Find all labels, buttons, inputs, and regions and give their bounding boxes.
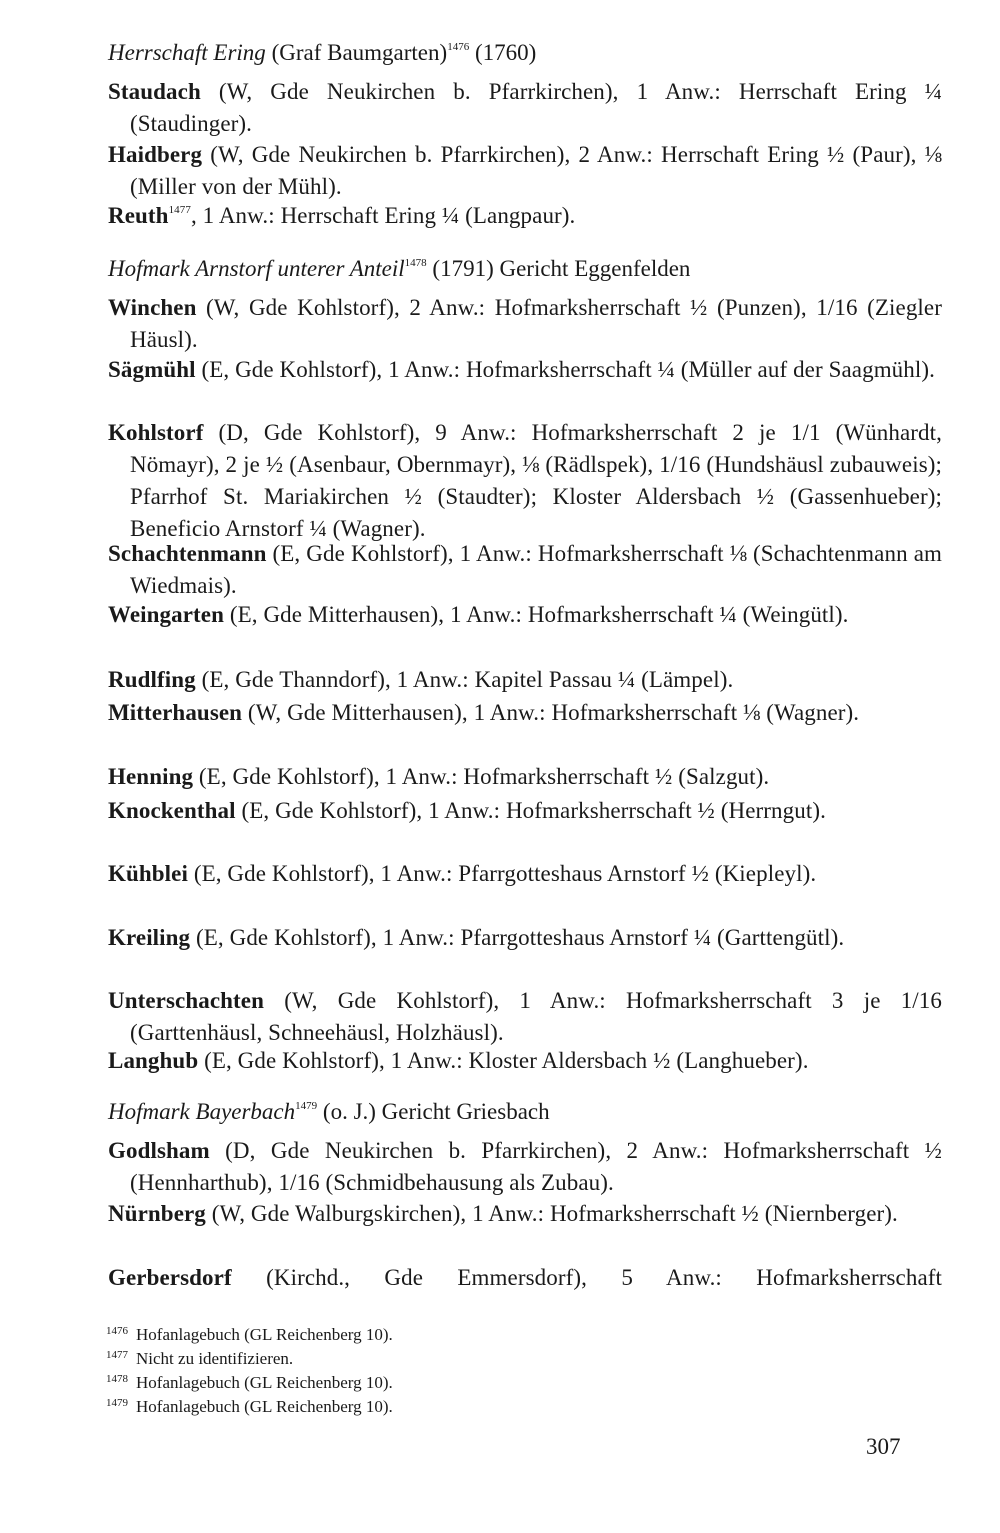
entry-haidberg <box>108 139 942 203</box>
place-name: Knockenthal <box>108 798 236 823</box>
entry-staudach <box>108 76 942 140</box>
entry-mitterhausen <box>108 697 942 729</box>
entry-reuth <box>108 200 942 232</box>
entry-text: (E, Gde Kohlstorf), 1 Anw.: Pfarrgotteshaus Arnstorf ¼ (Garttengütl). <box>190 925 845 950</box>
section-year: (1791) Gericht Eggenfelden <box>432 256 691 281</box>
footnote-ref: 1477 <box>168 204 191 216</box>
place-name: Nürnberg <box>108 1201 206 1226</box>
footnote-1477 <box>106 1345 706 1369</box>
entry-text: (E, Gde Kohlstorf), 1 Anw.: Hofmarksherrschaft ⅛ (Schachtenmann am Wiedmais). <box>130 541 942 598</box>
place-name: Unterschachten <box>108 988 264 1013</box>
entry-saegmuehl <box>108 354 942 386</box>
entry-godlsham <box>108 1135 942 1199</box>
entry-text: (E, Gde Mitterhausen), 1 Anw.: Hofmarksherrschaft ¼ (Weingütl). <box>224 602 849 627</box>
entry-unterschachten <box>108 985 942 1049</box>
section-heading-hofmark-arnstorf <box>108 254 928 284</box>
place-name: Weingarten <box>108 602 224 627</box>
entry-kohlstorf <box>108 417 942 545</box>
footnote-ref: 1476 <box>447 41 470 53</box>
section-title: Hofmark Bayerbach <box>108 1099 296 1124</box>
footnote-number: 1479 <box>106 1397 128 1409</box>
place-name: Sägmühl <box>108 357 196 382</box>
entry-text: (W, Gde Neukirchen b. Pfarrkirchen), 1 Anw.: Herrschaft Ering ¼ (Staudinger). <box>130 79 942 136</box>
entry-text: (E, Gde Kohlstorf), 1 Anw.: Kloster Aldersbach ½ (Langhueber). <box>198 1048 809 1073</box>
place-name: Haidberg <box>108 142 203 167</box>
entry-text: (W, Gde Kohlstorf), 1 Anw.: Hofmarksherrschaft 3 je 1/16 (Garttenhäusl, Schneehäusl, Holzhäusl). <box>130 988 942 1045</box>
entry-henning <box>108 761 942 793</box>
entry-nuernberg <box>108 1198 942 1230</box>
entry-text: (E, Gde Kohlstorf), 1 Anw.: Hofmarksherrschaft ¼ (Müller auf der Saagmühl). <box>195 357 935 382</box>
footnote-1478 <box>106 1369 706 1393</box>
place-name: Winchen <box>108 295 197 320</box>
place-name: Schachtenmann <box>108 541 267 566</box>
entry-text: (D, Gde Neukirchen b. Pfarrkirchen), 2 Anw.: Hofmarksherrschaft ½ (Hennharthub), 1/16 (Schmidbehausung als Zubau). <box>130 1138 942 1195</box>
entry-rudlfing <box>108 664 942 696</box>
footnote-ref: 1479 <box>295 1100 318 1112</box>
place-name: Mitterhausen <box>108 700 243 725</box>
footnote-ref: 1478 <box>404 257 427 269</box>
entry-langhub <box>108 1045 942 1077</box>
entry-winchen <box>108 292 942 356</box>
entry-text: (W, Gde Walburgskirchen), 1 Anw.: Hofmarksherrschaft ½ (Niernberger). <box>205 1201 898 1226</box>
entry-kreiling <box>108 922 942 954</box>
entry-text: (E, Gde Kohlstorf), 1 Anw.: Hofmarksherrschaft ½ (Salzgut). <box>193 764 770 789</box>
place-name: Godlsham <box>108 1138 210 1163</box>
entry-schachtenmann <box>108 538 942 602</box>
footnote-1476 <box>106 1321 706 1345</box>
place-name: Kohlstorf <box>108 420 204 445</box>
place-name: Kühblei <box>108 861 188 886</box>
entry-text: , 1 Anw.: Herrschaft Ering ¼ (Langpaur). <box>190 203 576 228</box>
footnote-number: 1478 <box>106 1373 128 1385</box>
footnote-text: Nicht zu identifizieren. <box>136 1349 294 1368</box>
entry-text: (D, Gde Kohlstorf), 9 Anw.: Hofmarksherrschaft 2 je 1/1 (Wünhardt, Nömayr), 2 je ½ (Asenbaur, Obernmayr), ⅛ (Rädlspek), 1/16 (Hundshäusl zubauweis); Pfarrhof St. Mariakirchen ½ (Staudter); Kloster Aldersbach ½ (Gassenhueber); Beneficio Arnstorf ¼ (Wagner). <box>130 420 942 541</box>
section-year: (1760) <box>474 40 537 65</box>
entry-text: (W, Gde Neukirchen b. Pfarrkirchen), 2 Anw.: Herrschaft Ering ½ (Paur), ⅛ (Miller von der Mühl). <box>130 142 942 199</box>
entry-knockenthal <box>108 795 942 827</box>
page-number: 307 <box>866 1434 901 1459</box>
place-name: Staudach <box>108 79 201 104</box>
entry-weingarten <box>108 599 942 631</box>
section-title: Hofmark Arnstorf unterer Anteil <box>108 256 405 281</box>
section-heading-herrschaft-ering <box>108 38 928 68</box>
footnote-text: Hofanlagebuch (GL Reichenberg 10). <box>136 1373 393 1392</box>
entry-text: (E, Gde Kohlstorf), 1 Anw.: Pfarrgotteshaus Arnstorf ½ (Kiepleyl). <box>187 861 817 886</box>
footnote-number: 1476 <box>106 1325 128 1337</box>
entry-gerbersdorf <box>108 1262 942 1294</box>
place-name: Langhub <box>108 1048 199 1073</box>
section-title: Herrschaft Ering <box>108 40 266 65</box>
footnote-text: Hofanlagebuch (GL Reichenberg 10). <box>136 1397 393 1416</box>
section-owner: (Graf Baumgarten) <box>271 40 448 65</box>
section-heading-hofmark-bayerbach <box>108 1097 928 1127</box>
entry-text: (Kirchd., Gde Emmersdorf), 5 Anw.: Hofmarksherrschaft <box>231 1265 942 1290</box>
place-name: Kreiling <box>108 925 191 950</box>
footnote-1479 <box>106 1393 706 1417</box>
place-name: Reuth <box>108 203 169 228</box>
section-year: (o. J.) Gericht Griesbach <box>322 1099 550 1124</box>
entry-kuehblei <box>108 858 942 890</box>
footnote-number: 1477 <box>106 1349 128 1361</box>
place-name: Rudlfing <box>108 667 196 692</box>
entry-text: (E, Gde Kohlstorf), 1 Anw.: Hofmarksherrschaft ½ (Herrngut). <box>235 798 826 823</box>
place-name: Henning <box>108 764 194 789</box>
entry-text: (W, Gde Kohlstorf), 2 Anw.: Hofmarksherrschaft ½ (Punzen), 1/16 (Ziegler Häusl). <box>130 295 942 352</box>
entry-text: (E, Gde Thanndorf), 1 Anw.: Kapitel Passau ¼ (Lämpel). <box>195 667 734 692</box>
place-name: Gerbersdorf <box>108 1265 232 1290</box>
footnotes <box>106 1321 706 1417</box>
entry-text: (W, Gde Mitterhausen), 1 Anw.: Hofmarksherrschaft ⅛ (Wagner). <box>242 700 860 725</box>
footnote-text: Hofanlagebuch (GL Reichenberg 10). <box>136 1325 393 1344</box>
